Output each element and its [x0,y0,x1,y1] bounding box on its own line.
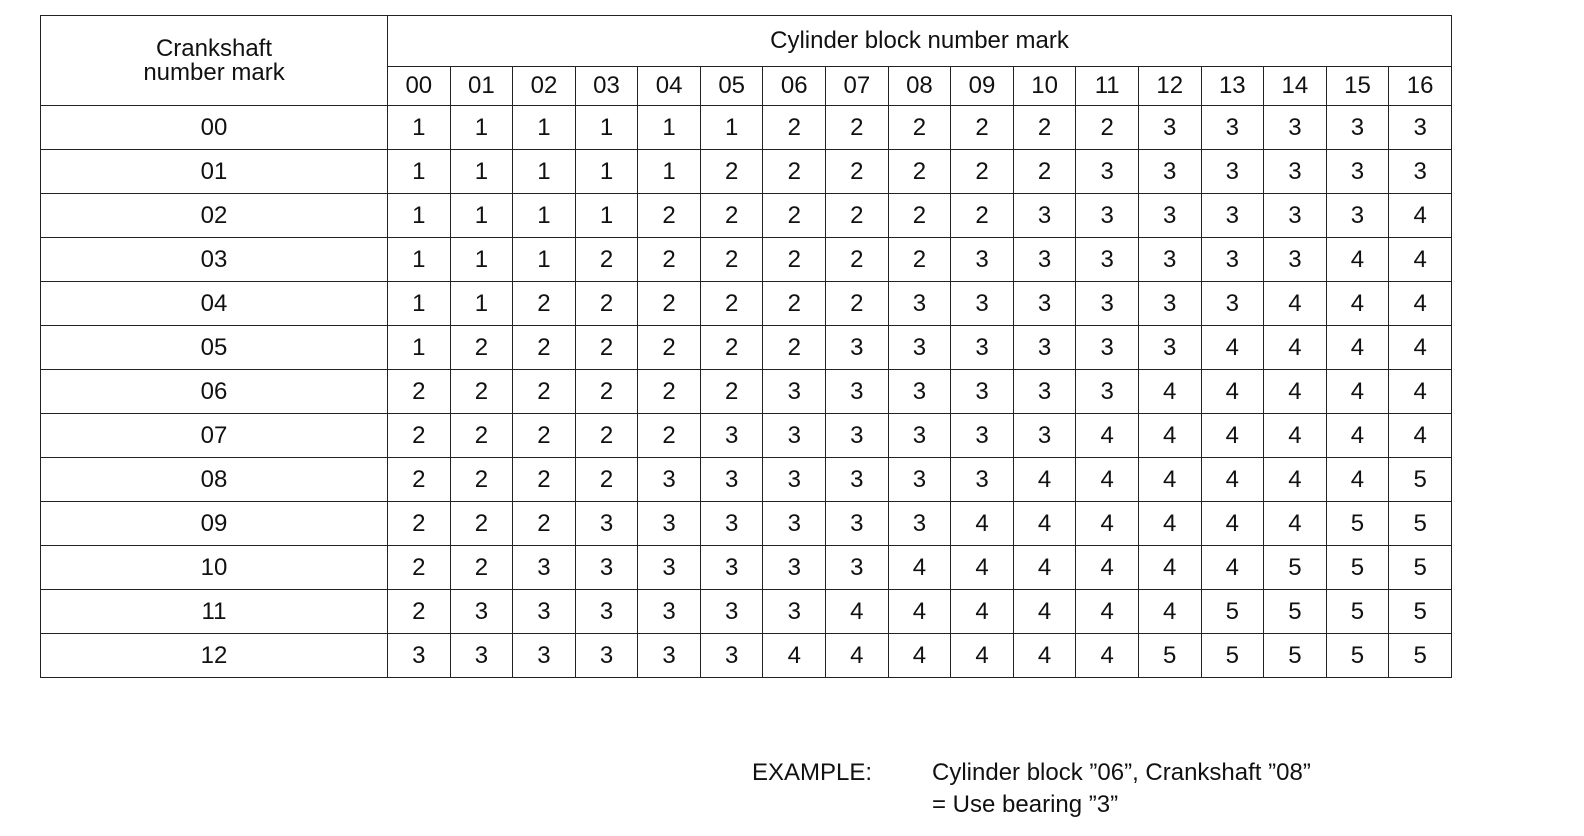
table-row [41,326,1452,370]
table-cell: 3 [888,502,951,546]
table-cell: 3 [826,414,889,458]
table-cell: 4 [1138,414,1201,458]
row-header-10: 10 [41,546,388,590]
table-row [41,634,1452,678]
table-cell: 2 [763,326,826,370]
table-cell: 4 [1076,502,1139,546]
table-cell: 2 [826,150,889,194]
table-cell: 5 [1201,634,1264,678]
table-cell: 3 [1138,238,1201,282]
table-cell: 2 [450,414,513,458]
table-cell: 3 [888,370,951,414]
table-cell: 2 [826,194,889,238]
table-cell: 4 [1138,546,1201,590]
column-header-11: 11 [1076,67,1139,106]
table-cell: 4 [1326,414,1389,458]
table-cell: 3 [888,326,951,370]
table-cell: 1 [575,150,638,194]
table-cell: 3 [450,634,513,678]
table-row [41,502,1452,546]
table-cell: 3 [1264,238,1327,282]
column-header-05: 05 [700,67,763,106]
table-cell: 3 [951,458,1014,502]
table-cell: 2 [700,326,763,370]
table-cell: 3 [951,414,1014,458]
table-cell: 2 [1013,106,1076,150]
table-cell: 4 [1013,502,1076,546]
table-cell: 4 [1326,238,1389,282]
column-header-02: 02 [513,67,576,106]
example-line-2: = Use bearing ”3” [932,791,1119,818]
table-cell: 3 [763,370,826,414]
table-cell: 2 [388,458,451,502]
table-cell: 3 [388,634,451,678]
table-cell: 2 [638,238,701,282]
table-cell: 3 [826,546,889,590]
table-cell: 3 [888,414,951,458]
table-cell: 4 [1201,502,1264,546]
table-cell: 3 [700,546,763,590]
table-cell: 2 [575,238,638,282]
row-header-09: 09 [41,502,388,546]
column-header-15: 15 [1326,67,1389,106]
table-row [41,370,1452,414]
table-cell: 3 [700,634,763,678]
table-cell: 2 [700,194,763,238]
table-cell: 4 [1013,546,1076,590]
table-cell: 2 [700,370,763,414]
table-cell: 2 [700,238,763,282]
example-line-1: Cylinder block ”06”, Crankshaft ”08” [932,759,1311,786]
table-cell: 4 [951,590,1014,634]
table-cell: 3 [1076,282,1139,326]
table-cell: 4 [951,502,1014,546]
table-cell: 4 [951,546,1014,590]
table-row [41,590,1452,634]
crankshaft-header [41,16,388,106]
table-cell: 1 [388,282,451,326]
table-cell: 4 [1138,458,1201,502]
table-cell: 2 [388,546,451,590]
table-cell: 2 [700,282,763,326]
table-row [41,458,1452,502]
table-cell: 1 [513,106,576,150]
row-header-04: 04 [41,282,388,326]
table-cell: 3 [700,458,763,502]
table-cell: 5 [1264,634,1327,678]
table-cell: 4 [1076,590,1139,634]
table-cell: 2 [638,282,701,326]
table-row [41,194,1452,238]
table-cell: 4 [1013,458,1076,502]
table-cell: 2 [888,194,951,238]
row-header-06: 06 [41,370,388,414]
table-cell: 2 [700,150,763,194]
table-cell: 4 [1264,370,1327,414]
table-cell: 2 [826,106,889,150]
table-cell: 1 [388,326,451,370]
table-cell: 4 [1389,414,1452,458]
table-cell: 2 [888,238,951,282]
table-cell: 4 [888,590,951,634]
column-header-04: 04 [638,67,701,106]
table-cell: 3 [1326,150,1389,194]
table-cell: 3 [826,502,889,546]
table-cell: 2 [951,150,1014,194]
table-cell: 4 [1264,326,1327,370]
table-cell: 4 [1138,590,1201,634]
table-cell: 3 [826,326,889,370]
table-cell: 5 [1201,590,1264,634]
table-cell: 3 [700,502,763,546]
table-cell: 4 [1076,458,1139,502]
table-cell: 1 [638,150,701,194]
table-cell: 1 [388,194,451,238]
table-cell: 4 [1076,414,1139,458]
table-cell: 1 [388,238,451,282]
table-cell: 2 [388,370,451,414]
table-cell: 3 [763,502,826,546]
table-row [41,238,1452,282]
table-cell: 3 [513,546,576,590]
table-row [41,282,1452,326]
column-header-07: 07 [826,67,889,106]
table-cell: 3 [826,458,889,502]
table-cell: 3 [1013,370,1076,414]
table-cell: 4 [1201,458,1264,502]
table-cell: 2 [450,326,513,370]
table-cell: 5 [1389,458,1452,502]
column-header-13: 13 [1201,67,1264,106]
table-cell: 3 [888,458,951,502]
row-header-12: 12 [41,634,388,678]
table-cell: 3 [1201,106,1264,150]
table-cell: 3 [575,590,638,634]
table-cell: 3 [763,546,826,590]
table-cell: 3 [951,326,1014,370]
table-cell: 5 [1389,590,1452,634]
table-cell: 2 [638,326,701,370]
table-cell: 4 [1138,370,1201,414]
column-header-06: 06 [763,67,826,106]
table-cell: 3 [575,502,638,546]
table-cell: 1 [450,150,513,194]
table-cell: 4 [951,634,1014,678]
table-cell: 3 [1389,150,1452,194]
table-cell: 1 [513,238,576,282]
table-cell: 2 [575,458,638,502]
table-cell: 2 [763,150,826,194]
table-cell: 2 [450,546,513,590]
table-cell: 1 [450,238,513,282]
column-header-12: 12 [1138,67,1201,106]
table-cell: 5 [1389,502,1452,546]
table-cell: 1 [575,194,638,238]
table-cell: 4 [1264,282,1327,326]
table-cell: 2 [951,194,1014,238]
table-cell: 3 [763,590,826,634]
table-cell: 2 [575,282,638,326]
table-cell: 3 [638,458,701,502]
crankshaft-header-line2: number mark [143,58,285,86]
table-cell: 3 [1076,238,1139,282]
table-cell: 4 [1201,326,1264,370]
table-cell: 3 [638,546,701,590]
table-cell: 3 [1389,106,1452,150]
table-cell: 3 [1013,414,1076,458]
table-cell: 3 [1201,194,1264,238]
table-cell: 3 [763,414,826,458]
table-cell: 1 [638,106,701,150]
table-cell: 3 [951,370,1014,414]
table-cell: 4 [1138,502,1201,546]
table-cell: 1 [513,150,576,194]
table-cell: 3 [951,282,1014,326]
table-cell: 4 [763,634,826,678]
table-cell: 3 [1264,194,1327,238]
crankshaft-header-line1: Crankshaft [155,34,273,62]
table-cell: 5 [1138,634,1201,678]
table-cell: 3 [513,634,576,678]
table-cell: 3 [1013,326,1076,370]
table-cell: 5 [1264,590,1327,634]
table-cell: 5 [1326,590,1389,634]
table-cell: 3 [700,414,763,458]
table-row [41,546,1452,590]
table-cell: 3 [1076,150,1139,194]
table-cell: 3 [638,590,701,634]
table-cell: 3 [1138,282,1201,326]
table-cell: 1 [450,106,513,150]
row-header-00: 00 [41,106,388,150]
table-cell: 4 [1201,414,1264,458]
table-cell: 3 [1264,150,1327,194]
example-label: EXAMPLE: [752,759,873,786]
table-cell: 2 [513,414,576,458]
table-cell: 4 [1013,634,1076,678]
table-cell: 4 [826,590,889,634]
table-cell: 3 [450,590,513,634]
cylinder-block-header: Cylinder block number mark [388,16,1452,67]
table-cell: 5 [1389,634,1452,678]
table-cell: 2 [826,282,889,326]
table-cell: 4 [1326,326,1389,370]
table-cell: 4 [1013,590,1076,634]
table-cell: 1 [575,106,638,150]
table-cell: 1 [450,194,513,238]
table-cell: 2 [888,150,951,194]
row-header-05: 05 [41,326,388,370]
example-text [932,757,1311,821]
table-cell: 3 [1201,238,1264,282]
table-cell: 3 [826,370,889,414]
table-body [41,106,1452,678]
table-cell: 3 [951,238,1014,282]
table-cell: 2 [638,370,701,414]
row-header-07: 07 [41,414,388,458]
table-cell: 3 [1013,238,1076,282]
table-cell: 2 [763,238,826,282]
row-header-08: 08 [41,458,388,502]
table-cell: 2 [575,326,638,370]
table-cell: 4 [1389,238,1452,282]
table-cell: 3 [1138,194,1201,238]
table-cell: 4 [1389,194,1452,238]
table-cell: 5 [1389,546,1452,590]
table-cell: 2 [763,282,826,326]
table-cell: 3 [1138,106,1201,150]
table-cell: 2 [513,370,576,414]
column-header-01: 01 [450,67,513,106]
table-cell: 2 [1076,106,1139,150]
table-cell: 2 [638,414,701,458]
table-cell: 3 [575,634,638,678]
table-cell: 3 [1076,194,1139,238]
table-cell: 2 [1013,150,1076,194]
table-cell: 3 [1326,106,1389,150]
column-header-16: 16 [1389,67,1452,106]
table-cell: 2 [450,502,513,546]
table-cell: 1 [700,106,763,150]
table-cell: 3 [1076,326,1139,370]
table-cell: 4 [1326,370,1389,414]
table-cell: 2 [450,458,513,502]
table-cell: 3 [700,590,763,634]
table-cell: 3 [763,458,826,502]
table-cell: 1 [388,150,451,194]
table-cell: 4 [1076,546,1139,590]
table-cell: 3 [1264,106,1327,150]
table-cell: 3 [575,546,638,590]
table-cell: 2 [513,326,576,370]
table-cell: 5 [1326,634,1389,678]
table-cell: 2 [513,282,576,326]
table-cell: 2 [826,238,889,282]
table-cell: 5 [1264,546,1327,590]
table-cell: 4 [1201,546,1264,590]
table-cell: 4 [1326,282,1389,326]
table-cell: 4 [1264,458,1327,502]
table-cell: 4 [1389,370,1452,414]
column-header-14: 14 [1264,67,1327,106]
table-cell: 5 [1326,502,1389,546]
table-cell: 4 [888,634,951,678]
table-cell: 4 [888,546,951,590]
table-cell: 3 [638,502,701,546]
table-cell: 5 [1326,546,1389,590]
table-cell: 3 [1138,150,1201,194]
table-cell: 2 [388,414,451,458]
row-header-02: 02 [41,194,388,238]
table-row [41,106,1452,150]
table-cell: 4 [1389,282,1452,326]
table-cell: 3 [1201,150,1264,194]
table-cell: 2 [388,502,451,546]
bearing-selection-table [40,15,1452,678]
table-cell: 2 [575,370,638,414]
table-cell: 3 [1138,326,1201,370]
column-header-09: 09 [951,67,1014,106]
table-cell: 2 [888,106,951,150]
table-cell: 4 [1326,458,1389,502]
table-cell: 2 [763,106,826,150]
table-cell: 3 [1076,370,1139,414]
row-header-11: 11 [41,590,388,634]
table-cell: 4 [1264,502,1327,546]
row-header-01: 01 [41,150,388,194]
column-header-03: 03 [575,67,638,106]
table-cell: 2 [450,370,513,414]
table-cell: 4 [1389,326,1452,370]
table-cell: 4 [1201,370,1264,414]
table-cell: 3 [513,590,576,634]
table-cell: 3 [1326,194,1389,238]
table-cell: 1 [513,194,576,238]
column-header-08: 08 [888,67,951,106]
table-row [41,414,1452,458]
table-cell: 3 [1201,282,1264,326]
table-cell: 3 [888,282,951,326]
table-cell: 2 [951,106,1014,150]
table-cell: 2 [575,414,638,458]
table-cell: 2 [513,458,576,502]
table-cell: 4 [826,634,889,678]
table-cell: 1 [450,282,513,326]
table-cell: 2 [513,502,576,546]
table-cell: 4 [1264,414,1327,458]
table-cell: 4 [1076,634,1139,678]
row-header-03: 03 [41,238,388,282]
table-cell: 3 [1013,194,1076,238]
table-cell: 2 [388,590,451,634]
table-cell: 2 [763,194,826,238]
column-header-10: 10 [1013,67,1076,106]
column-header-00: 00 [388,67,451,106]
table-cell: 3 [1013,282,1076,326]
table-cell: 2 [638,194,701,238]
table-row [41,150,1452,194]
table-cell: 3 [638,634,701,678]
table-cell: 1 [388,106,451,150]
